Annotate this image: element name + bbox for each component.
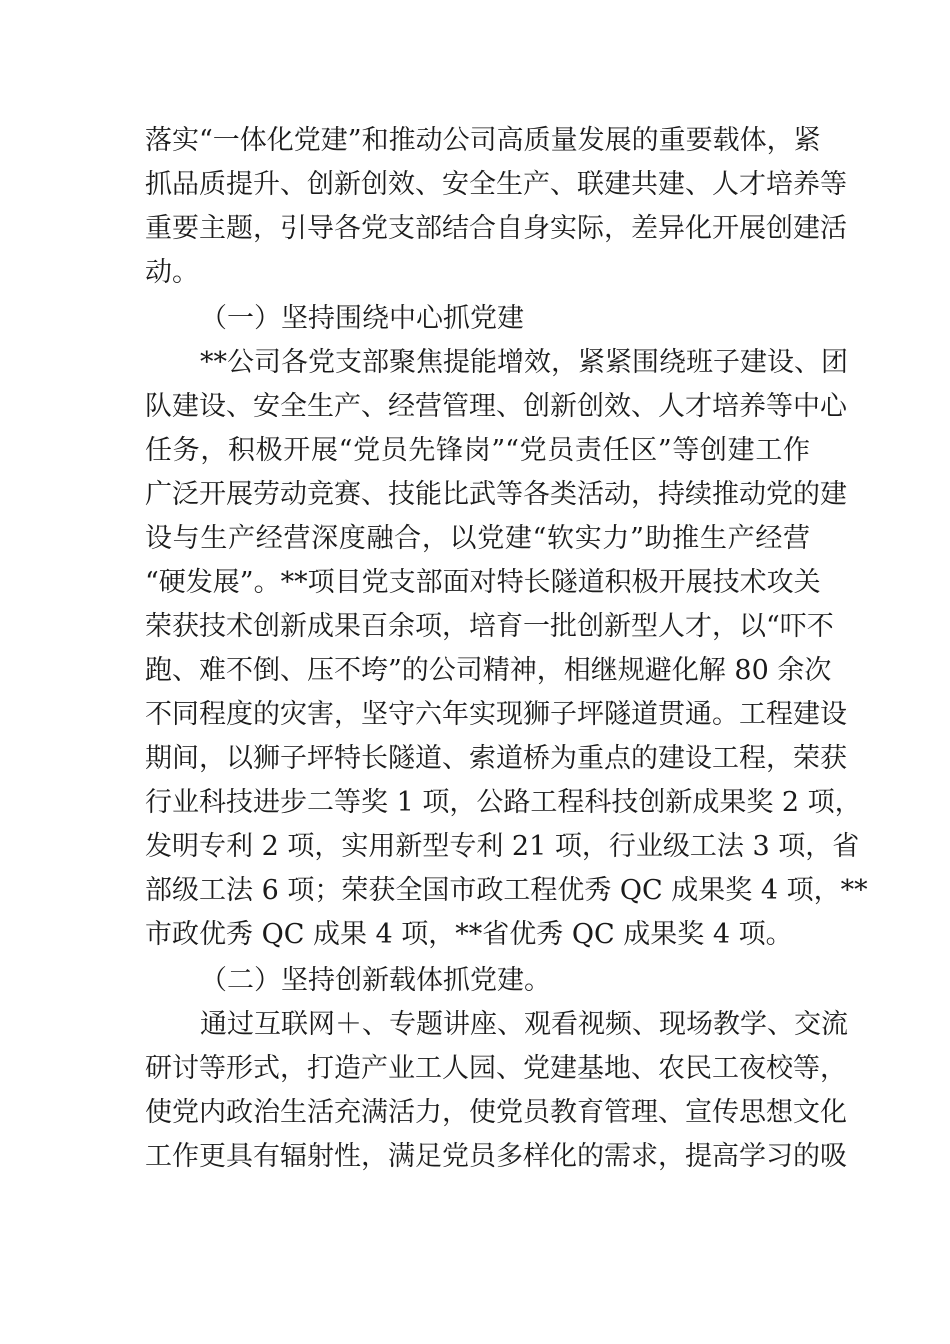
paragraph-line: 工作更具有辐射性，满足党员多样化的需求，提高学习的吸 xyxy=(145,1141,847,1172)
paragraph-line: 广泛开展劳动竞赛、技能比武等各类活动，持续推动党的建 xyxy=(145,479,847,510)
paragraph-line: 通过互联网＋、专题讲座、观看视频、现场教学、交流 xyxy=(200,1009,848,1040)
paragraph-line: 行业科技进步二等奖 1 项，公路工程科技创新成果奖 2 项， xyxy=(145,787,862,818)
paragraph-line: 队建设、安全生产、经营管理、创新创效、人才培养等中心 xyxy=(145,391,847,422)
paragraph-line: 发明专利 2 项，实用新型专利 21 项，行业级工法 3 项，省 xyxy=(145,831,860,862)
paragraph-line: 不同程度的灾害，坚守六年实现狮子坪隧道贯通。工程建设 xyxy=(145,699,847,730)
paragraph-line: 抓品质提升、创新创效、安全生产、联建共建、人才培养等 xyxy=(145,169,847,200)
paragraph-line: 研讨等形式，打造产业工人园、党建基地、农民工夜校等， xyxy=(145,1053,847,1084)
paragraph-line: 动。 xyxy=(145,257,199,288)
paragraph-line: **公司各党支部聚焦提能增效，紧紧围绕班子建设、团 xyxy=(200,347,848,378)
paragraph-line: 部级工法 6 项；荣获全国市政工程优秀 QC 成果奖 4 项，** xyxy=(145,875,868,906)
paragraph-line: 使党内政治生活充满活力，使党员教育管理、宣传思想文化 xyxy=(145,1097,847,1128)
section-heading-2: （二）坚持创新载体抓党建。 xyxy=(200,965,551,996)
paragraph-line: 荣获技术创新成果百余项，培育一批创新型人才，以“吓不 xyxy=(145,611,834,642)
paragraph-line: 跑、难不倒、压不垮”的公司精神，相继规避化解 80 余次 xyxy=(145,655,832,686)
paragraph-line: “硬发展”。**项目党支部面对特长隧道积极开展技术攻关 xyxy=(145,567,821,598)
paragraph-line: 设与生产经营深度融合，以党建“软实力”助推生产经营 xyxy=(145,523,810,554)
paragraph-line: 任务，积极开展“党员先锋岗”“党员责任区”等创建工作 xyxy=(145,435,810,466)
section-heading-1: （一）坚持围绕中心抓党建 xyxy=(200,303,524,334)
paragraph-line: 重要主题，引导各党支部结合自身实际，差异化开展创建活 xyxy=(145,213,847,244)
paragraph-line: 落实“一体化党建”和推动公司高质量发展的重要载体，紧 xyxy=(145,125,821,156)
paragraph-line: 市政优秀 QC 成果 4 项，**省优秀 QC 成果奖 4 项。 xyxy=(145,919,793,950)
paragraph-line: 期间，以狮子坪特长隧道、索道桥为重点的建设工程，荣获 xyxy=(145,743,847,774)
